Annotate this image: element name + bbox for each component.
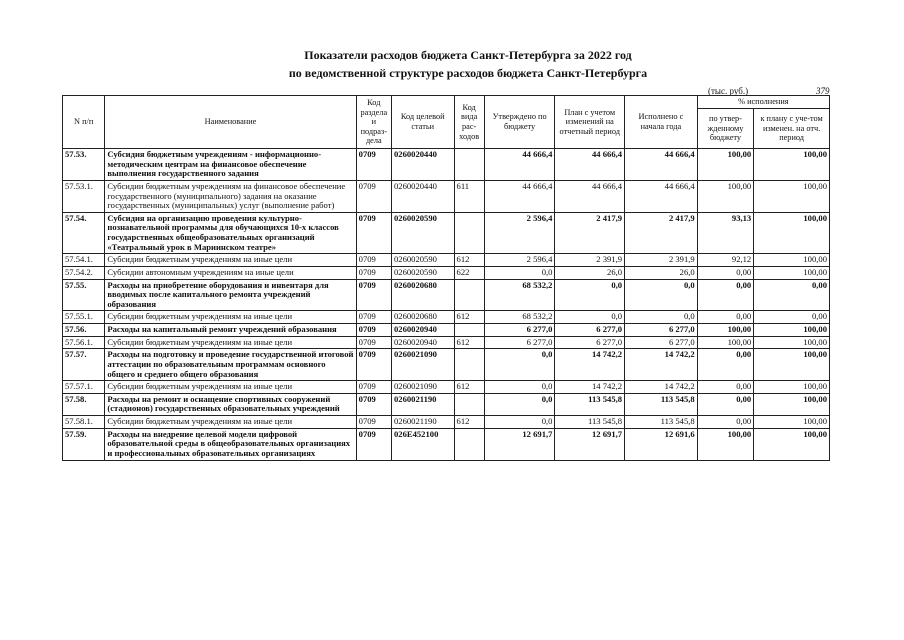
cell-target-code: 0260020940 [391,324,454,337]
cell-pct-budget: 0,00 [697,416,754,429]
cell-approved: 12 691,7 [484,428,555,460]
cell-plan: 44 666,4 [555,149,625,181]
cell-pct-plan: 100,00 [754,180,830,212]
cell-plan: 0,0 [555,279,625,311]
cell-executed: 14 742,2 [625,381,698,394]
cell-executed: 113 545,8 [625,416,698,429]
table-row [63,381,830,394]
cell-plan: 14 742,2 [555,349,625,381]
cell-type-code [454,279,484,311]
cell-section-code: 0709 [356,212,391,254]
cell-target-code: 0260020440 [391,180,454,212]
cell-type-code: 612 [454,254,484,267]
cell-type-code: 622 [454,266,484,279]
cell-num: 57.56. [63,324,105,337]
cell-pct-budget: 0,00 [697,279,754,311]
col-header-pct-budget: по утвер-жденному бюджету [697,109,754,149]
cell-type-code: 612 [454,336,484,349]
cell-approved: 6 277,0 [484,324,555,337]
cell-pct-budget: 0,00 [697,393,754,415]
table-row [63,428,830,460]
cell-target-code: 0260020590 [391,266,454,279]
table-row [63,254,830,267]
col-header-target: Код целевой статьи [391,96,454,149]
cell-section-code: 0709 [356,279,391,311]
cell-pct-budget: 0,00 [697,349,754,381]
cell-name: Субсидии автономным учреждениям на иные цели [105,266,356,279]
cell-section-code: 0709 [356,428,391,460]
cell-executed: 6 277,0 [625,336,698,349]
cell-section-code: 0709 [356,266,391,279]
document-title: Показатели расходов бюджета Санкт-Петербурга за 2022 год [304,48,632,62]
cell-type-code [454,324,484,337]
cell-section-code: 0709 [356,393,391,415]
cell-name: Субсидия на организацию проведения культурно-познавательной программы для обучающихся 10-х классов государственных общеобразовательных организаций «Театральный урок в Мариинском театре» [105,212,356,254]
cell-section-code: 0709 [356,149,391,181]
cell-approved: 0,0 [484,393,555,415]
cell-name: Субсидии бюджетным учреждениям на иные цели [105,381,356,394]
cell-target-code: 0260020680 [391,279,454,311]
cell-approved: 0,0 [484,349,555,381]
col-header-section: Код раздела и подраз-дела [356,96,391,149]
table-row [63,324,830,337]
cell-plan: 6 277,0 [555,336,625,349]
cell-target-code: 026E452100 [391,428,454,460]
cell-pct-budget: 93,13 [697,212,754,254]
cell-target-code: 0260021190 [391,393,454,415]
cell-pct-plan: 100,00 [754,416,830,429]
cell-section-code: 0709 [356,381,391,394]
cell-pct-plan: 100,00 [754,336,830,349]
cell-pct-budget: 100,00 [697,149,754,181]
cell-num: 57.53.1. [63,180,105,212]
cell-num: 57.54. [63,212,105,254]
cell-plan: 2 391,9 [555,254,625,267]
col-header-approved: Утверждено по бюджету [484,96,555,149]
cell-plan: 0,0 [555,311,625,324]
cell-pct-plan: 100,00 [754,349,830,381]
cell-num: 57.53. [63,149,105,181]
unit-note: (тыс. руб.) [708,86,749,96]
table-row [63,416,830,429]
cell-num: 57.57.1. [63,381,105,394]
table-row [63,279,830,311]
cell-target-code: 0260020440 [391,149,454,181]
cell-approved: 2 596,4 [484,254,555,267]
cell-pct-budget: 100,00 [697,180,754,212]
cell-executed: 26,0 [625,266,698,279]
col-header-plan: План с учетом изменений на отчетный период [555,96,625,149]
cell-plan: 113 545,8 [555,416,625,429]
cell-num: 57.59. [63,428,105,460]
cell-executed: 113 545,8 [625,393,698,415]
cell-approved: 44 666,4 [484,149,555,181]
table-row [63,349,830,381]
cell-section-code: 0709 [356,349,391,381]
cell-pct-plan: 100,00 [754,254,830,267]
cell-num: 57.56.1. [63,336,105,349]
cell-executed: 2 391,9 [625,254,698,267]
cell-type-code [454,428,484,460]
cell-section-code: 0709 [356,311,391,324]
cell-type-code [454,393,484,415]
cell-approved: 0,0 [484,266,555,279]
cell-pct-budget: 100,00 [697,336,754,349]
cell-name: Расходы на ремонт и оснащение спортивных сооружений (стадионов) государственных образовательных учреждений [105,393,356,415]
table-row [63,149,830,181]
cell-executed: 14 742,2 [625,349,698,381]
cell-executed: 0,0 [625,279,698,311]
table-row [63,180,830,212]
cell-name: Субсидия бюджетным учреждениям - информационно-методическим центрам на финансовое обеспечение выполнения государственного задания [105,149,356,181]
cell-approved: 2 596,4 [484,212,555,254]
cell-name: Расходы на подготовку и проведение государственной итоговой аттестации по образовательным программам основного общего и среднего общего образования [105,349,356,381]
table-row [63,393,830,415]
cell-target-code: 0260021190 [391,416,454,429]
col-header-type: Код вида рас-ходов [454,96,484,149]
cell-pct-plan: 100,00 [754,324,830,337]
col-header-pct-plan: к плану с уче-том изменен. на отч. период [754,109,830,149]
cell-target-code: 0260021090 [391,381,454,394]
cell-name: Расходы на капитальный ремонт учреждений образования [105,324,356,337]
cell-name: Субсидии бюджетным учреждениям на иные цели [105,416,356,429]
cell-executed: 0,0 [625,311,698,324]
cell-pct-plan: 0,00 [754,311,830,324]
cell-type-code: 612 [454,416,484,429]
col-header-pct-group: % исполнения [697,96,829,109]
header-row [63,96,830,109]
cell-plan: 26,0 [555,266,625,279]
cell-num: 57.58.1. [63,416,105,429]
cell-num: 57.57. [63,349,105,381]
cell-executed: 44 666,4 [625,149,698,181]
table-row [63,266,830,279]
cell-executed: 44 666,4 [625,180,698,212]
cell-num: 57.55. [63,279,105,311]
cell-target-code: 0260020680 [391,311,454,324]
cell-section-code: 0709 [356,336,391,349]
cell-type-code: 611 [454,180,484,212]
cell-section-code: 0709 [356,180,391,212]
col-header-name: Наименование [105,96,356,149]
cell-num: 57.55.1. [63,311,105,324]
cell-plan: 2 417,9 [555,212,625,254]
table-body [63,149,830,461]
cell-name: Субсидии бюджетным учреждениям на иные цели [105,254,356,267]
table-row [63,311,830,324]
cell-name: Субсидии бюджетным учреждениям на финансовое обеспечение государственного (муниципального) задания на оказание государственных (муниципальных) услуг (выполнение работ) [105,180,356,212]
cell-type-code: 612 [454,381,484,394]
cell-section-code: 0709 [356,416,391,429]
cell-approved: 68 532,2 [484,279,555,311]
cell-pct-plan: 100,00 [754,428,830,460]
cell-name: Расходы на внедрение целевой модели цифровой образовательной среды в общеобразовательных организациях и профессиональных образовательных организациях [105,428,356,460]
cell-approved: 44 666,4 [484,180,555,212]
cell-pct-plan: 100,00 [754,212,830,254]
cell-pct-plan: 100,00 [754,266,830,279]
cell-pct-plan: 0,00 [754,279,830,311]
cell-executed: 6 277,0 [625,324,698,337]
cell-approved: 0,0 [484,416,555,429]
cell-approved: 6 277,0 [484,336,555,349]
cell-name: Субсидии бюджетным учреждениям на иные цели [105,311,356,324]
cell-target-code: 0260020940 [391,336,454,349]
cell-approved: 0,0 [484,381,555,394]
cell-num: 57.54.2. [63,266,105,279]
cell-pct-plan: 100,00 [754,149,830,181]
cell-pct-budget: 100,00 [697,324,754,337]
cell-executed: 12 691,6 [625,428,698,460]
cell-type-code [454,212,484,254]
table-row [63,212,830,254]
cell-pct-plan: 100,00 [754,381,830,394]
cell-pct-budget: 92,12 [697,254,754,267]
cell-pct-budget: 0,00 [697,266,754,279]
cell-num: 57.54.1. [63,254,105,267]
cell-target-code: 0260020590 [391,254,454,267]
cell-type-code [454,149,484,181]
cell-target-code: 0260021090 [391,349,454,381]
cell-name: Субсидии бюджетным учреждениям на иные цели [105,336,356,349]
cell-plan: 44 666,4 [555,180,625,212]
cell-plan: 12 691,7 [555,428,625,460]
expenditure-table [62,95,830,461]
cell-num: 57.58. [63,393,105,415]
cell-section-code: 0709 [356,324,391,337]
cell-pct-budget: 0,00 [697,311,754,324]
cell-type-code: 612 [454,311,484,324]
cell-pct-plan: 100,00 [754,393,830,415]
cell-section-code: 0709 [356,254,391,267]
col-header-executed: Исполнено с начала года [625,96,698,149]
document-subtitle: по ведомственной структуре расходов бюджета Санкт-Петербурга [288,66,648,80]
page-number: 379 [816,86,830,96]
table-row [63,336,830,349]
cell-executed: 2 417,9 [625,212,698,254]
cell-approved: 68 532,2 [484,311,555,324]
cell-plan: 113 545,8 [555,393,625,415]
cell-pct-budget: 0,00 [697,381,754,394]
cell-type-code [454,349,484,381]
col-header-num: N п/п [63,96,105,149]
cell-target-code: 0260020590 [391,212,454,254]
cell-pct-budget: 100,00 [697,428,754,460]
cell-plan: 14 742,2 [555,381,625,394]
cell-plan: 6 277,0 [555,324,625,337]
cell-name: Расходы на приобретение оборудования и инвентаря для вводимых после капитального ремонта учреждений образования [105,279,356,311]
